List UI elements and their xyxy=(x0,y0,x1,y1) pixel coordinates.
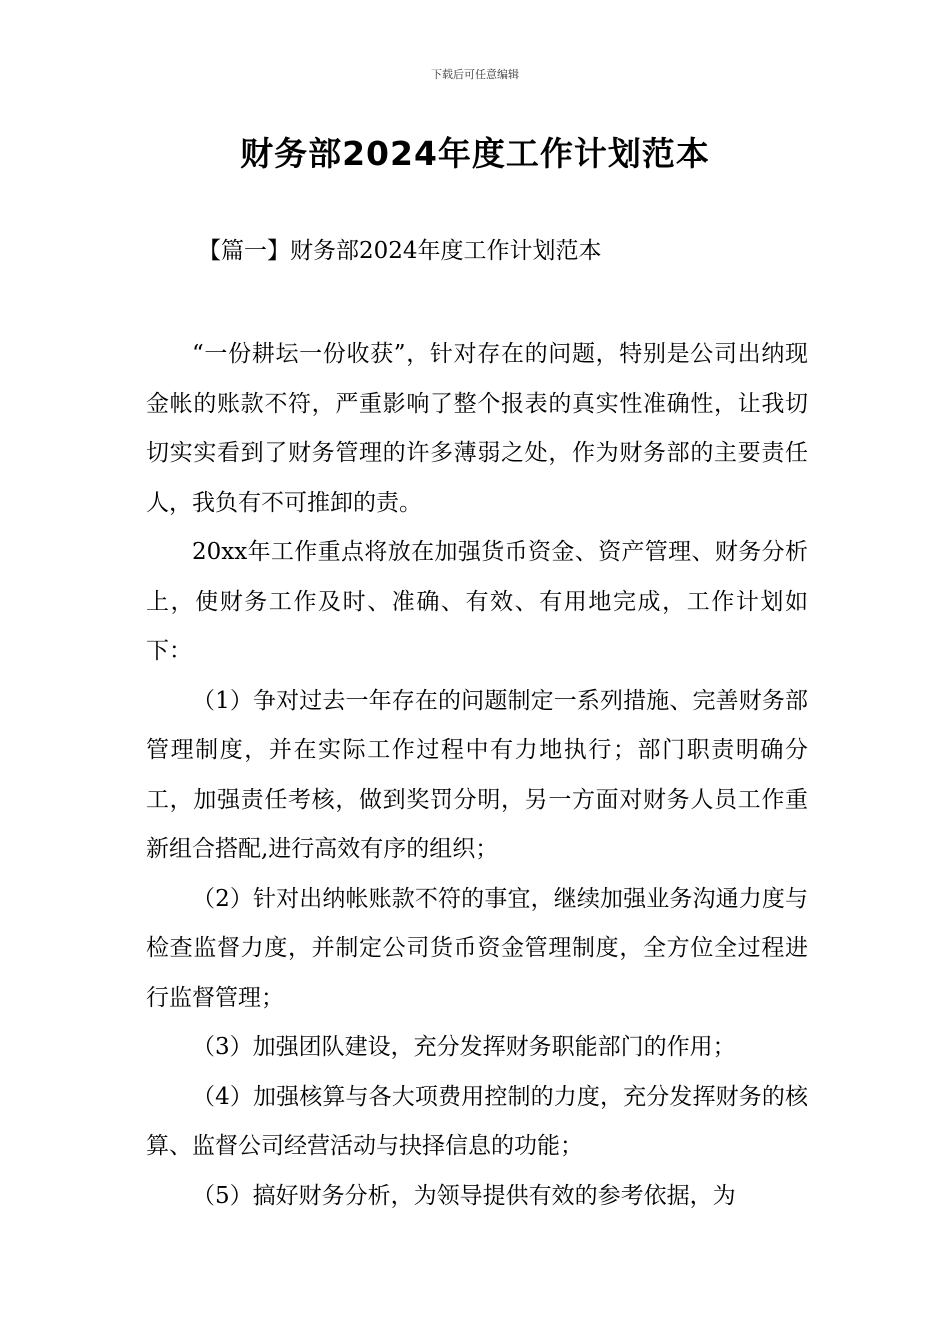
plan-item-4: （4）加强核算与各大项费用控制的力度，充分发挥财务的核算、监督公司经营活动与抉择信息的功能； xyxy=(146,1083,808,1159)
document-body xyxy=(146,330,808,1221)
paragraph-intro: “一份耕坛一份收获”，针对存在的问题，特别是公司出纳现金帐的账款不符，严重影响了整个报表的真实性准确性，让我切切实实看到了财务管理的许多薄弱之处，作为财务部的主要责任人，我负有不可推卸的责。 xyxy=(146,341,808,516)
section-heading: 【篇一】财务部2024年度工作计划范本 xyxy=(198,238,602,264)
plan-item-5: （5）搞好财务分析，为领导提供有效的参考依据，为 xyxy=(192,1182,736,1209)
plan-item-1: （1）争对过去一年存在的问题制定一系列措施、完善财务部管理制度，并在实际工作过程中有力地执行；部门职责明确分工，加强责任考核，做到奖罚分明，另一方面对财务人员工作重新组合搭配,进行高效有序的组织； xyxy=(146,687,808,862)
plan-item-2: （2）针对出纳帐账款不符的事宜，继续加强业务沟通力度与检查监督力度，并制定公司货币资金管理制度，全方位全过程进行监督管理； xyxy=(146,885,808,1011)
document-title: 财务部2024年度工作计划范本 xyxy=(240,134,710,173)
header-note: 下载后可任意编辑 xyxy=(431,68,519,81)
plan-item-3: （3）加强团队建设，充分发挥财务职能部门的作用； xyxy=(192,1034,736,1060)
paragraph-focus: 20xx年工作重点将放在加强货币资金、资产管理、财务分析上，使财务工作及时、准确、有效、有用地完成，工作计划如下： xyxy=(146,539,808,664)
